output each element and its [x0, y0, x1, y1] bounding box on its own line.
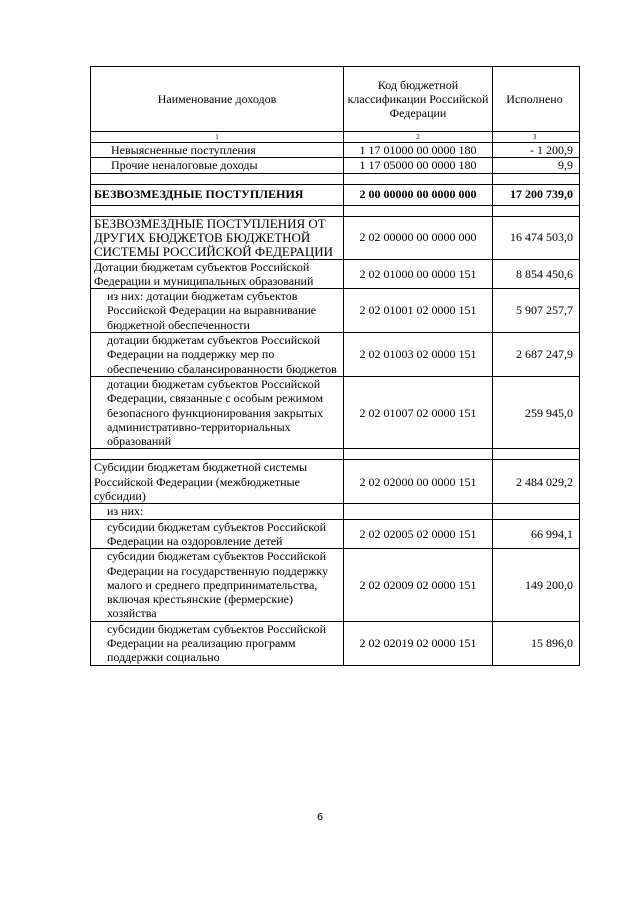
- revenue-table: [90, 66, 580, 666]
- table-row: [91, 259, 580, 289]
- row-name: БЕЗВОЗМЕЗДНЫЕ ПОСТУПЛЕНИЯ ОТ ДРУГИХ БЮДЖЕТОВ БЮДЖЕТНОЙ СИСТЕМЫ РОССИЙСКОЙ ФЕДЕРАЦИИ: [91, 216, 344, 259]
- row-value: 2 484 029,2: [493, 460, 580, 504]
- header-executed: Исполнено: [493, 67, 580, 132]
- table-row: [91, 460, 580, 504]
- table-row: [91, 621, 580, 665]
- row-value: 17 200 739,0: [493, 184, 580, 205]
- table-header-row: [91, 67, 580, 132]
- table-row: [91, 158, 580, 173]
- row-name: субсидии бюджетам субъектов Российской Федерации на государственную поддержку малого и среднего предпринимательства, включая крестьянские (фермерские) хозяйства: [91, 549, 344, 621]
- table-row: [91, 376, 580, 448]
- row-name: дотации бюджетам субъектов Российской Федерации на поддержку мер по обеспечению сбалансированности бюджетов: [91, 333, 344, 377]
- row-value: - 1 200,9: [493, 143, 580, 158]
- row-value: [493, 504, 580, 519]
- table-row: [91, 549, 580, 621]
- row-name: субсидии бюджетам субъектов Российской Федерации на реализацию программ поддержки социально: [91, 621, 344, 665]
- row-name: БЕЗВОЗМЕЗДНЫЕ ПОСТУПЛЕНИЯ: [91, 184, 344, 205]
- row-code: [344, 504, 493, 519]
- col-number: 2: [344, 132, 493, 143]
- table-row: [91, 289, 580, 333]
- row-name: субсидии бюджетам субъектов Российской Федерации на оздоровление детей: [91, 519, 344, 549]
- row-code: 2 02 00000 00 0000 000: [344, 216, 493, 259]
- table-row: [91, 504, 580, 519]
- table-row: [91, 143, 580, 158]
- row-name: Субсидии бюджетам бюджетной системы Российской Федерации (межбюджетные субсидии): [91, 460, 344, 504]
- column-number-row: [91, 132, 580, 143]
- spacer-row: [91, 173, 580, 184]
- col-number: 1: [91, 132, 344, 143]
- row-code: 2 02 01003 02 0000 151: [344, 333, 493, 377]
- row-code: 2 00 00000 00 0000 000: [344, 184, 493, 205]
- table-row: [91, 333, 580, 377]
- row-name: из них:: [91, 504, 344, 519]
- row-value: 66 994,1: [493, 519, 580, 549]
- row-code: 1 17 05000 00 0000 180: [344, 158, 493, 173]
- row-value: 9,9: [493, 158, 580, 173]
- row-name: из них: дотации бюджетам субъектов Российской Федерации на выравнивание бюджетной обеспеченности: [91, 289, 344, 333]
- row-code: 2 02 02000 00 0000 151: [344, 460, 493, 504]
- table-row: [91, 216, 580, 259]
- header-name: Наименование доходов: [91, 67, 344, 132]
- row-code: 2 02 01000 00 0000 151: [344, 259, 493, 289]
- row-code: 1 17 01000 00 0000 180: [344, 143, 493, 158]
- table-row: [91, 184, 580, 205]
- spacer-row: [91, 205, 580, 216]
- row-value: 259 945,0: [493, 376, 580, 448]
- row-name: дотации бюджетам субъектов Российской Федерации, связанные с особым режимом безопасного функционирования закрытых административно-территориальных образований: [91, 376, 344, 448]
- row-value: 5 907 257,7: [493, 289, 580, 333]
- spacer-row: [91, 449, 580, 460]
- row-name: Прочие неналоговые доходы: [91, 158, 344, 173]
- row-value: 2 687 247,9: [493, 333, 580, 377]
- row-name: Невыясненные поступления: [91, 143, 344, 158]
- row-code: 2 02 01001 02 0000 151: [344, 289, 493, 333]
- table-row: [91, 519, 580, 549]
- row-value: 149 200,0: [493, 549, 580, 621]
- row-name: Дотации бюджетам субъектов Российской Федерации и муниципальных образований: [91, 259, 344, 289]
- page-number: 6: [316, 812, 324, 823]
- row-code: 2 02 02009 02 0000 151: [344, 549, 493, 621]
- row-value: 15 896,0: [493, 621, 580, 665]
- row-code: 2 02 02005 02 0000 151: [344, 519, 493, 549]
- row-code: 2 02 01007 02 0000 151: [344, 376, 493, 448]
- header-code: Код бюджетной классификации Российской Федерации: [344, 67, 493, 132]
- col-number: 3: [493, 132, 580, 143]
- row-value: 16 474 503,0: [493, 216, 580, 259]
- row-code: 2 02 02019 02 0000 151: [344, 621, 493, 665]
- row-value: 8 854 450,6: [493, 259, 580, 289]
